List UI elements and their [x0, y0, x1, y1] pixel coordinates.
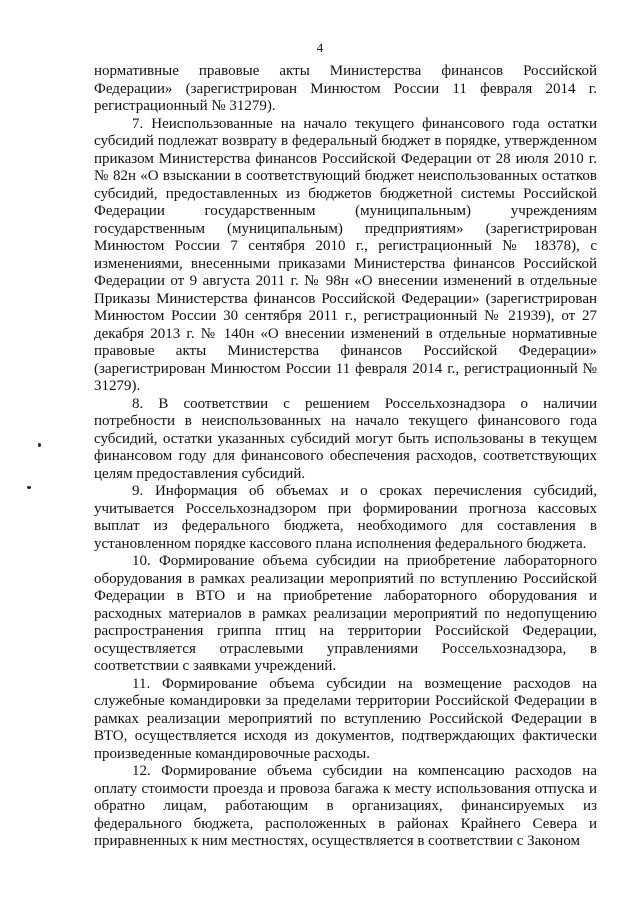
paragraph-7: 7. Неиспользованные на начало текущего финансового года остатки субсидий подлежат возврату в федеральный бюджет в порядке, утвержденном приказом Министерства финансов Российской Федерации от 28 июля 2010 г. № 82н «О взыскании в соответствующий бюджет неиспользованных остатков субсидий, предоставленных из бюджетов бюджетной системы Российской Федерации государственным (муниципальным) учреждениям государственным (муниципальным) предприятиям» (зарегистрирован Минюстом России 7 сентября 2010 г., регистрационный № 18378), с изменениями, внесенными приказами Министерства финансов Российской Федерации от 9 августа 2011 г. № 98н «О внесении изменений в отдельные Приказы Министерства финансов Российской Федерации» (зарегистрирован Минюстом России 30 сентября 2011 г., регистрационный № 21939), от 27 декабря 2013 г. № 140н «О внесении изменений в отдельные нормативные правовые акты Министерства финансов Российской Федерации» (зарегистрирован Минюстом России 11 февраля 2014 г., регистрационный № 31279). [94, 115, 597, 394]
scan-speck [27, 486, 31, 489]
document-body [94, 63, 597, 851]
page-number: 4 [316, 40, 324, 55]
paragraph-10: 10. Формирование объема субсидии на приобретение лабораторного оборудования в рамках реализации мероприятий по вступлению Российской Федерации в ВТО и на приобретение лабораторного оборудования и расходных материалов в рамках реализации мероприятий по недопущению распространения гриппа птиц на территории Российской Федерации, осуществляется отраслевыми управлениями Россельхознадзора, в соответствии с заявками учреждений. [94, 553, 597, 674]
paragraph-8: 8. В соответствии с решением Россельхознадзора о наличии потребности в неиспользованных на начало текущего финансового года субсидий, остатки указанных субсидий могут быть использованы в текущем финансовом году для финансового обеспечения расходов, соответствующих целям предоставления субсидий. [94, 395, 597, 482]
scan-speck [38, 443, 41, 447]
paragraph-9: 9. Информация об объемах и о сроках перечисления субсидий, учитывается Россельхознадзором при формировании прогноза кассовых выплат из федерального бюджета, необходимого для составления в установленном порядке кассового плана исполнения федерального бюджета. [94, 483, 597, 552]
paragraph-continuation: нормативные правовые акты Министерства финансов Российской Федерации» (зарегистрирован Минюстом России 11 февраля 2014 г. регистрационный № 31279). [94, 63, 597, 114]
paragraph-11: 11. Формирование объема субсидии на возмещение расходов на служебные командировки за пределами территории Российской Федерации в рамках реализации мероприятий по вступлению Российской Федерации в ВТО, осуществляется исходя из документов, подтверждающих фактически произведенные командировочные расходы. [94, 675, 597, 762]
paragraph-12: 12. Формирование объема субсидии на компенсацию расходов на оплату стоимости проезда и провоза багажа к месту использования отпуска и обратно лицам, работающим в организациях, финансируемых из федерального бюджета, расположенных в районах Крайнего Севера и приравненных к ним местностях, осуществляется в соответствии с Законом [94, 763, 597, 849]
